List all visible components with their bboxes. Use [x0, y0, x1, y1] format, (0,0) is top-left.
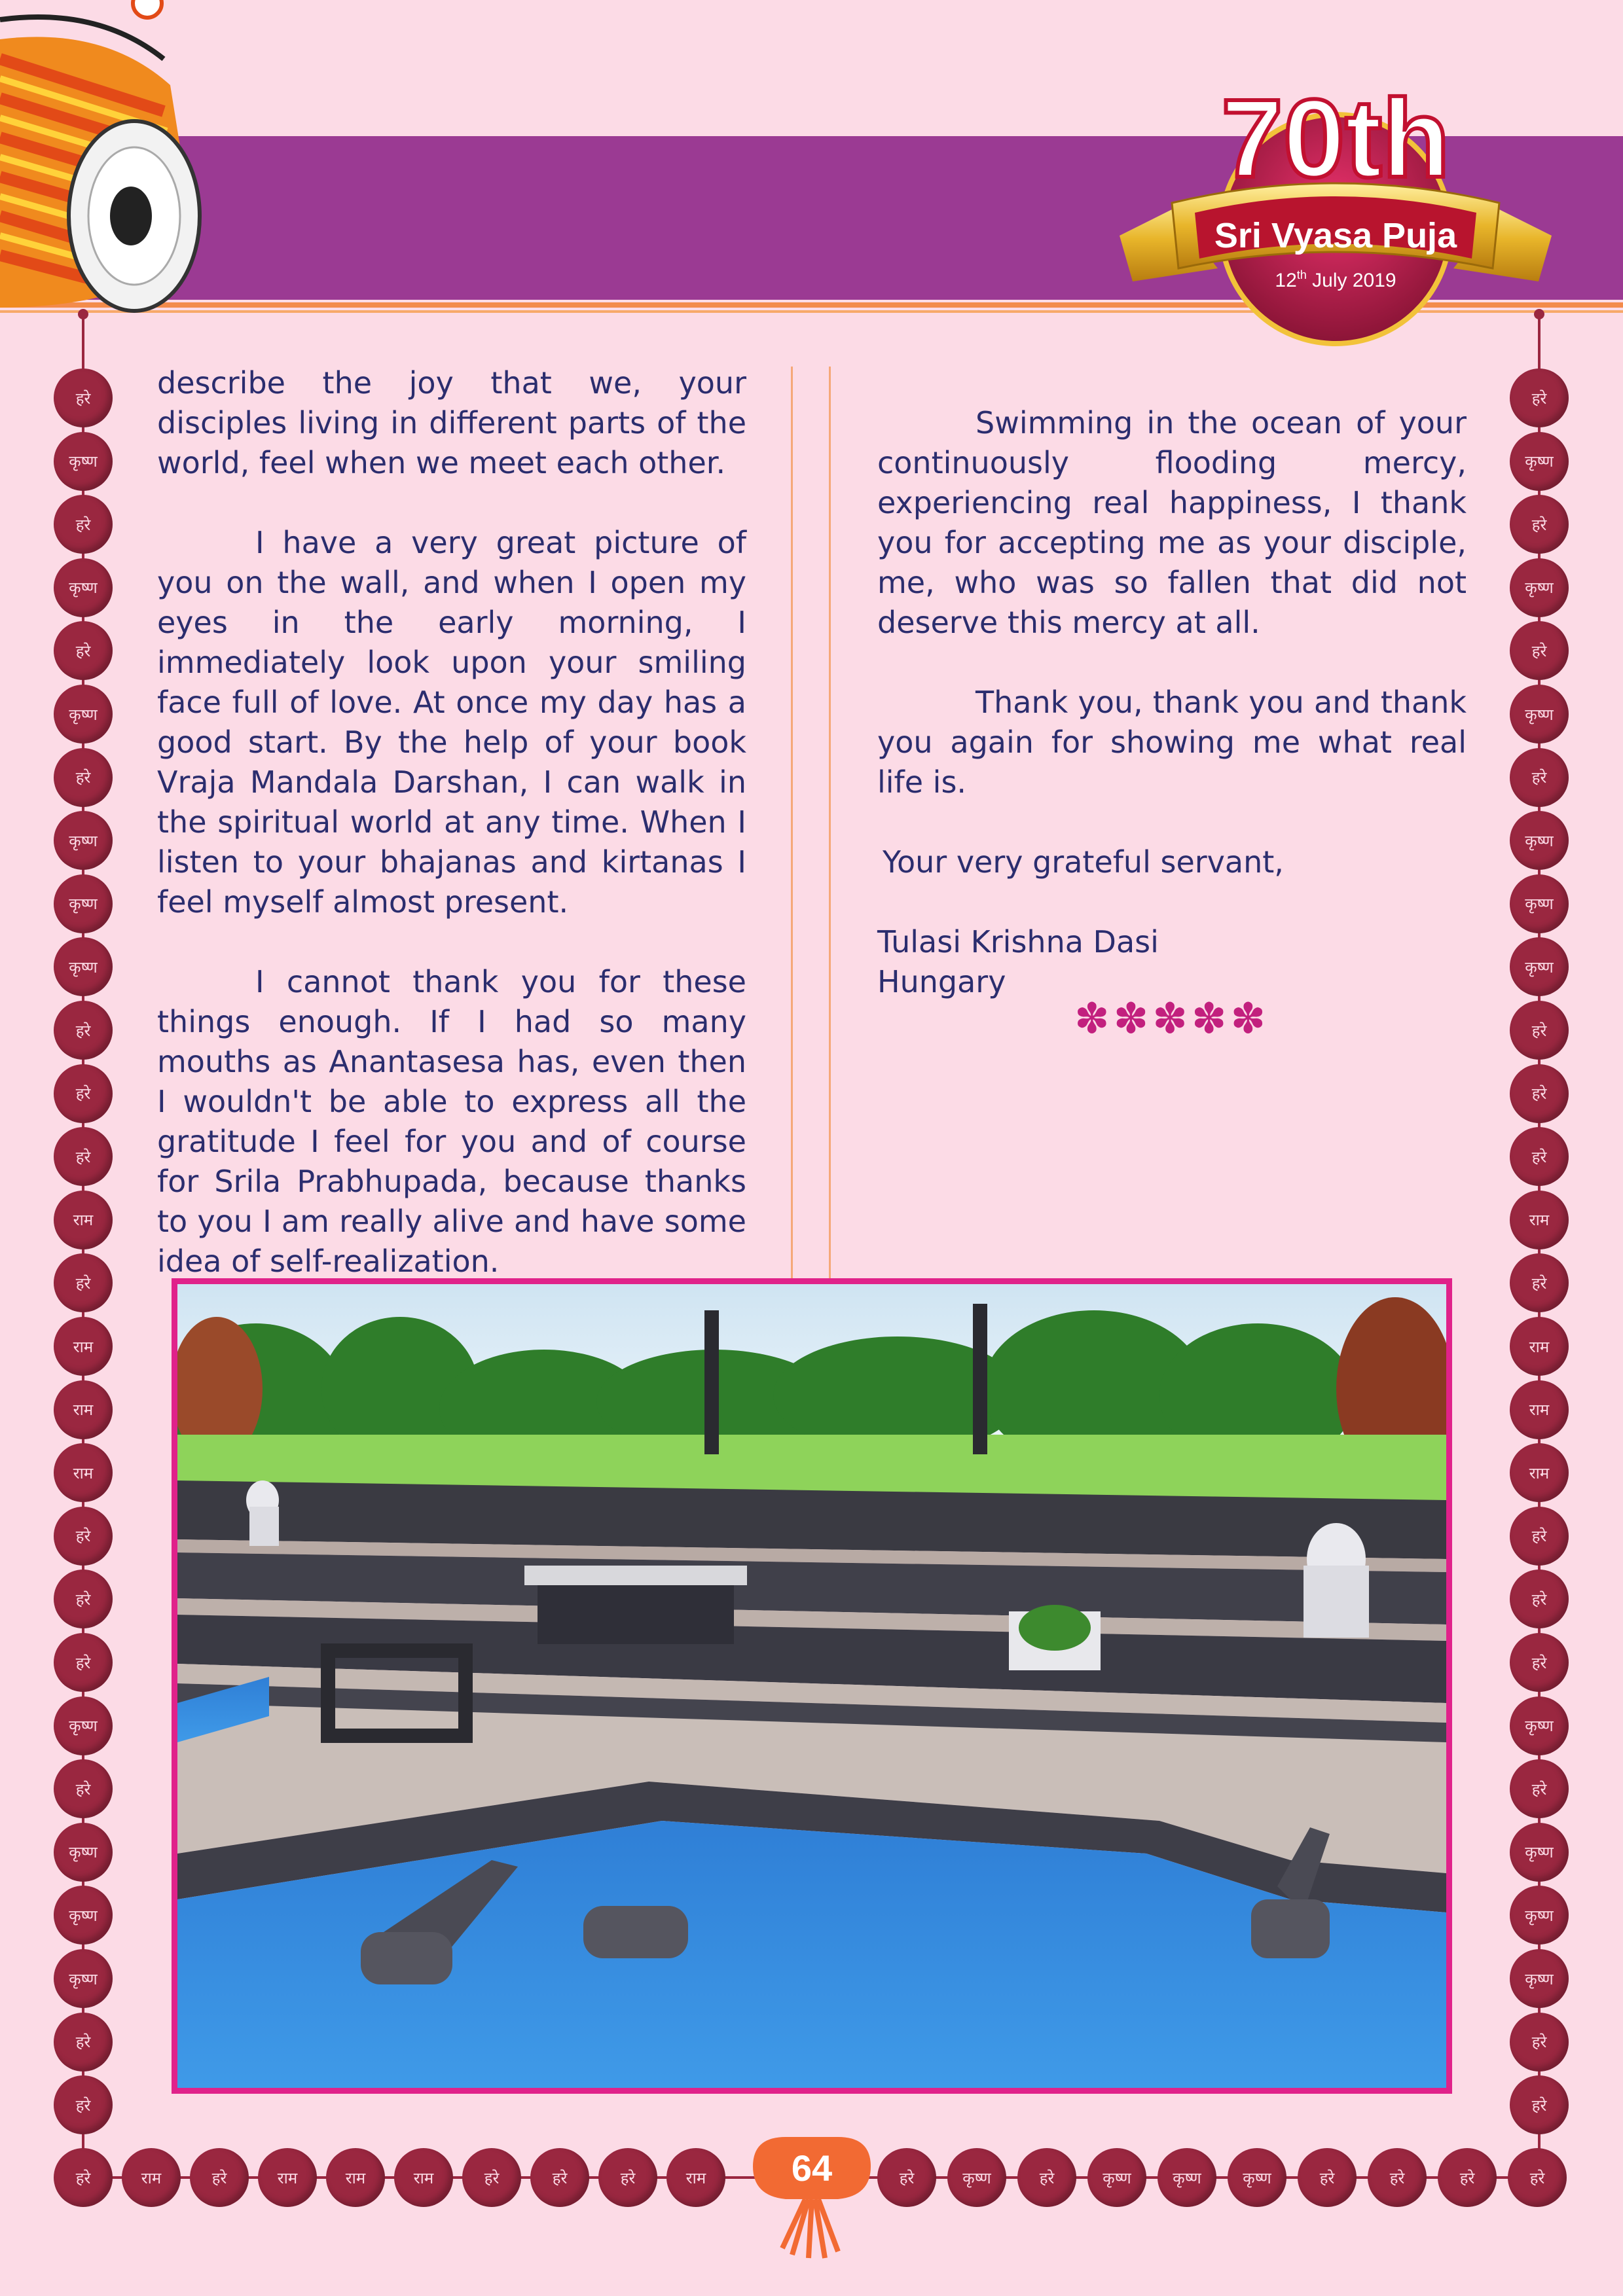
- badge-number: 70th: [1221, 77, 1450, 201]
- column-divider-right: [829, 367, 831, 1283]
- border-bead: राम: [1510, 1191, 1569, 1249]
- border-bead: हरे: [530, 2148, 589, 2207]
- border-bead: राम: [394, 2148, 453, 2207]
- border-bead: कृष्ण: [54, 874, 113, 933]
- signature-place: Hungary: [877, 964, 1006, 999]
- section-stars: ✽✽✽✽✽: [1074, 995, 1270, 1043]
- border-bead: हरे: [54, 2148, 113, 2207]
- border-bead: हरे: [54, 368, 113, 427]
- page-number: 64: [791, 2147, 833, 2189]
- border-bead: राम: [54, 1191, 113, 1249]
- border-bead: राम: [1510, 1380, 1569, 1439]
- border-bead: हरे: [54, 1001, 113, 1060]
- border-bead: कृष्ण: [1158, 2148, 1216, 2207]
- border-bead: हरे: [54, 1253, 113, 1312]
- border-bead: हरे: [1510, 495, 1569, 554]
- border-bead: हरे: [1510, 1507, 1569, 1566]
- border-bead: कृष्ण: [54, 811, 113, 870]
- border-bead: हरे: [1510, 368, 1569, 427]
- border-bead: राम: [666, 2148, 725, 2207]
- border-bead: हरे: [1510, 1253, 1569, 1312]
- border-bead: कृष्ण: [54, 937, 113, 996]
- border-bead: राम: [122, 2148, 181, 2207]
- border-bead: कृष्ण: [1510, 1696, 1569, 1755]
- border-bead: कृष्ण: [54, 1696, 113, 1755]
- border-bead: राम: [326, 2148, 385, 2207]
- border-bead: राम: [258, 2148, 317, 2207]
- border-bead: हरे: [1510, 621, 1569, 680]
- ghat-rendering-image: [177, 1284, 1446, 2088]
- border-bead: कृष्ण: [1087, 2148, 1146, 2207]
- border-bead: कृष्ण: [1510, 685, 1569, 744]
- badge-date: 12th July 2019: [1275, 268, 1396, 291]
- border-bead: हरे: [462, 2148, 521, 2207]
- border-bead: हरे: [1510, 1633, 1569, 1692]
- border-bead: कृष्ण: [1510, 1886, 1569, 1945]
- border-bead: हरे: [1510, 2075, 1569, 2134]
- border-bead: हरे: [54, 1064, 113, 1123]
- closing-line: Your very grateful servant,: [883, 844, 1284, 880]
- border-bead: कृष्ण: [1510, 432, 1569, 491]
- paragraph-continued: describe the joy that we, your disciples living in different parts of the world, feel when we meet each other.: [157, 365, 746, 480]
- border-bead: राम: [54, 1380, 113, 1439]
- border-bead: कृष्ण: [54, 1886, 113, 1945]
- border-bead: हरे: [877, 2148, 936, 2207]
- border-bead: हरे: [1017, 2148, 1076, 2207]
- signature-name: Tulasi Krishna Dasi: [877, 924, 1159, 960]
- border-bead: कृष्ण: [54, 558, 113, 617]
- border-bead: हरे: [54, 1570, 113, 1628]
- border-bead: कृष्ण: [54, 1823, 113, 1882]
- border-bead: हरे: [1298, 2148, 1357, 2207]
- ghat-rendering-frame: [172, 1278, 1452, 2094]
- border-bead: हरे: [1510, 1759, 1569, 1818]
- border-bead: हरे: [54, 1127, 113, 1186]
- border-bead: हरे: [1510, 1001, 1569, 1060]
- paragraph-gratitude: I cannot thank you for these things enough. If I had so many mouths as Anantasesa has, even then I wouldn't be able to express all the gratitude I feel for you and of course for Srila Prabhupada, because thanks to you I am really alive and have some idea of self-realization.: [157, 964, 746, 1279]
- right-text-column: [877, 403, 1467, 1042]
- column-divider-left: [791, 367, 793, 1283]
- border-bead: हरे: [54, 1507, 113, 1566]
- border-bead: कृष्ण: [54, 432, 113, 491]
- border-bead: राम: [1510, 1443, 1569, 1502]
- border-bead: हरे: [54, 495, 113, 554]
- border-bead: हरे: [598, 2148, 657, 2207]
- border-bead: हरे: [1510, 748, 1569, 807]
- border-bead: कृष्ण: [54, 685, 113, 744]
- border-bead: हरे: [1510, 1570, 1569, 1628]
- border-bead: कृष्ण: [1510, 937, 1569, 996]
- border-bead: हरे: [190, 2148, 249, 2207]
- border-bead: हरे: [54, 748, 113, 807]
- border-bead: हरे: [1438, 2148, 1497, 2207]
- border-bead: राम: [54, 1317, 113, 1376]
- border-bead: कृष्ण: [1228, 2148, 1286, 2207]
- border-bead: हरे: [54, 2075, 113, 2134]
- paragraph-picture: I have a very great picture of you on the wall, and when I open my eyes in the early morning, I immediately look upon your smiling face full of love. At once my day has a good start. By the help of your book Vraja Mandala Darshan, I can walk in the spiritual world at any time. When I listen to your bhajanas and kirtanas I feel myself almost present.: [157, 525, 746, 920]
- border-bead: कृष्ण: [1510, 811, 1569, 870]
- border-bead: कृष्ण: [1510, 558, 1569, 617]
- border-bead: हरे: [54, 1633, 113, 1692]
- border-bead: कृष्ण: [947, 2148, 1006, 2207]
- border-bead: हरे: [1508, 2148, 1567, 2207]
- left-text-column: [157, 363, 746, 1321]
- border-bead: हरे: [1368, 2148, 1427, 2207]
- border-bead: हरे: [54, 2013, 113, 2072]
- border-bead: कृष्ण: [1510, 874, 1569, 933]
- border-bead: हरे: [54, 1759, 113, 1818]
- border-bead: राम: [54, 1443, 113, 1502]
- border-bead: कृष्ण: [54, 1949, 113, 2008]
- paragraph-swimming: Swimming in the ocean of your continuously flooding mercy, experiencing real happiness, I thank you for accepting me as your disciple, me, who was so fallen that did not deserve this mercy at all.: [877, 405, 1467, 640]
- border-bead: कृष्ण: [1510, 1949, 1569, 2008]
- badge-title: Sri Vyasa Puja: [1214, 216, 1457, 255]
- border-bead: हरे: [1510, 2013, 1569, 2072]
- border-bead: हरे: [1510, 1064, 1569, 1123]
- border-bead: हरे: [54, 621, 113, 680]
- border-bead: राम: [1510, 1317, 1569, 1376]
- border-bead: हरे: [1510, 1127, 1569, 1186]
- border-bead: कृष्ण: [1510, 1823, 1569, 1882]
- paragraph-thank-you: Thank you, thank you and thank you again for showing me what real life is.: [877, 685, 1467, 800]
